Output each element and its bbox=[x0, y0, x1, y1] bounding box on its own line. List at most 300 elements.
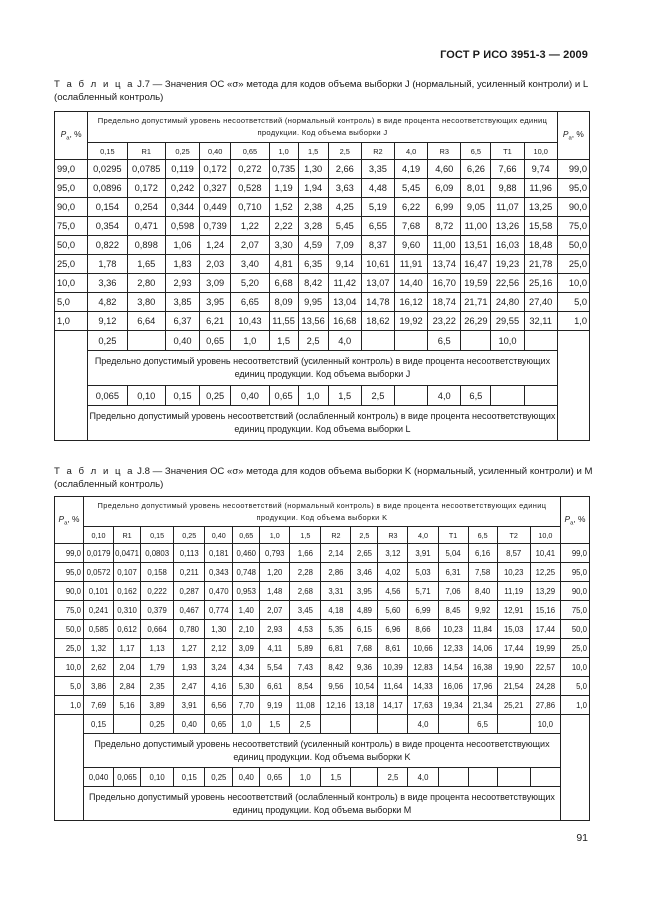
table-cell: 2,93 bbox=[260, 620, 290, 639]
table-cell: 4,34 bbox=[233, 658, 260, 677]
table-cell: 2,12 bbox=[205, 639, 233, 658]
table-cell: 2,22 bbox=[269, 217, 298, 236]
column-code: 0,15 bbox=[88, 143, 127, 160]
table-cell: 21,78 bbox=[524, 255, 557, 274]
pa-value: 75,0 bbox=[55, 601, 84, 620]
table-cell: 0,0803 bbox=[141, 544, 174, 563]
table-cell: 8,42 bbox=[321, 658, 351, 677]
table-cell: 1,78 bbox=[88, 255, 127, 274]
table-cell: 2,80 bbox=[127, 274, 165, 293]
empty-cell bbox=[55, 331, 88, 441]
table-row bbox=[55, 601, 590, 620]
reduced-code: 1,0 bbox=[298, 386, 328, 406]
table-cell: 21,71 bbox=[461, 293, 491, 312]
table-cell: 11,91 bbox=[395, 255, 428, 274]
page-number: 91 bbox=[576, 832, 588, 844]
table-cell: 2,86 bbox=[321, 563, 351, 582]
table-cell: 1,32 bbox=[84, 639, 114, 658]
table-cell: 3,31 bbox=[321, 582, 351, 601]
header-row bbox=[55, 112, 590, 143]
table-cell: 13,74 bbox=[428, 255, 461, 274]
table-cell: 3,86 bbox=[84, 677, 114, 696]
column-code: 0,40 bbox=[200, 143, 231, 160]
pa-value: 95,0 bbox=[557, 179, 589, 198]
table-row bbox=[55, 544, 590, 563]
table-cell: 6,31 bbox=[438, 563, 468, 582]
table-cell: 0,0572 bbox=[84, 563, 114, 582]
table-cell: 13,26 bbox=[491, 217, 524, 236]
tightened-code bbox=[361, 331, 394, 351]
reduced-code bbox=[530, 768, 560, 787]
table-cell: 2,84 bbox=[114, 677, 141, 696]
table-cell: 0,0179 bbox=[84, 544, 114, 563]
table-row bbox=[55, 312, 590, 331]
pa-value: 5,0 bbox=[557, 293, 589, 312]
table-cell: 0,327 bbox=[200, 179, 231, 198]
column-code: 10,0 bbox=[530, 527, 560, 544]
table-cell: 19,90 bbox=[497, 658, 530, 677]
table-cell: 0,242 bbox=[165, 179, 199, 198]
table-cell: 13,25 bbox=[524, 198, 557, 217]
tightened-code: 2,5 bbox=[298, 331, 328, 351]
table-cell: 6,96 bbox=[378, 620, 408, 639]
table-cell: 10,43 bbox=[231, 312, 269, 331]
table-cell: 10,23 bbox=[497, 563, 530, 582]
table-row bbox=[55, 217, 590, 236]
pa-value: 1,0 bbox=[55, 312, 88, 331]
table-cell: 1,19 bbox=[269, 179, 298, 198]
pa-value: 1,0 bbox=[560, 696, 589, 715]
reduced-code: 0,10 bbox=[141, 768, 174, 787]
table-cell: 0,354 bbox=[88, 217, 127, 236]
table-cell: 0,172 bbox=[200, 160, 231, 179]
table-cell: 6,09 bbox=[428, 179, 461, 198]
table-cell: 5,19 bbox=[361, 198, 394, 217]
table-row bbox=[55, 293, 590, 312]
table-row bbox=[55, 620, 590, 639]
table-cell: 15,03 bbox=[497, 620, 530, 639]
table-cell: 26,29 bbox=[461, 312, 491, 331]
table-cell: 11,84 bbox=[468, 620, 497, 639]
tightened-code: 4,0 bbox=[408, 715, 438, 734]
table-cell: 11,00 bbox=[461, 217, 491, 236]
table-cell: 0,780 bbox=[174, 620, 205, 639]
table-cell: 0,241 bbox=[84, 601, 114, 620]
table-cell: 17,44 bbox=[497, 639, 530, 658]
pa-symbol: P bbox=[58, 513, 65, 524]
table-cell: 5,20 bbox=[231, 274, 269, 293]
pa-unit: , % bbox=[573, 513, 586, 524]
reduced-code bbox=[351, 768, 378, 787]
table-cell: 12,83 bbox=[408, 658, 438, 677]
table-cell: 9,74 bbox=[524, 160, 557, 179]
table-cell: 11,08 bbox=[290, 696, 321, 715]
table-j8-caption bbox=[54, 466, 594, 491]
reduced-code: 0,40 bbox=[233, 768, 260, 787]
table-cell: 27,86 bbox=[530, 696, 560, 715]
table-cell: 11,00 bbox=[428, 236, 461, 255]
table-j7-caption bbox=[54, 79, 594, 104]
table-cell: 14,54 bbox=[438, 658, 468, 677]
table-cell: 16,03 bbox=[491, 236, 524, 255]
tightened-code: 10,0 bbox=[530, 715, 560, 734]
table-cell: 1,40 bbox=[233, 601, 260, 620]
table-j8 bbox=[54, 496, 590, 821]
pa-value: 25,0 bbox=[55, 639, 84, 658]
table-cell: 22,56 bbox=[491, 274, 524, 293]
table-cell: 14,78 bbox=[361, 293, 394, 312]
pa-header bbox=[55, 112, 88, 160]
table-cell: 14,33 bbox=[408, 677, 438, 696]
table-cell: 8,37 bbox=[361, 236, 394, 255]
reduced-code: 0,25 bbox=[200, 386, 231, 406]
column-code: 0,10 bbox=[84, 527, 114, 544]
table-cell: 6,16 bbox=[468, 544, 497, 563]
caption-text: — Значения ОС «σ» метода для кодов объема выборки J (нормальный, усиленный контроли) и L (ослабленный контроль) bbox=[54, 79, 588, 103]
pa-value: 25,0 bbox=[560, 639, 589, 658]
table-row bbox=[55, 255, 590, 274]
table-row bbox=[55, 582, 590, 601]
reduced-caption-row bbox=[55, 787, 590, 821]
table-cell: 7,70 bbox=[233, 696, 260, 715]
table-cell: 3,24 bbox=[205, 658, 233, 677]
table-cell: 25,21 bbox=[497, 696, 530, 715]
table-cell: 3,09 bbox=[233, 639, 260, 658]
table-cell: 9,14 bbox=[328, 255, 361, 274]
table-cell: 1,48 bbox=[260, 582, 290, 601]
table-cell: 17,44 bbox=[530, 620, 560, 639]
tightened-code: 2,5 bbox=[290, 715, 321, 734]
pa-subscript: a bbox=[66, 135, 70, 142]
column-code: 2,5 bbox=[351, 527, 378, 544]
table-cell: 25,16 bbox=[524, 274, 557, 293]
pa-value: 1,0 bbox=[55, 696, 84, 715]
table-row bbox=[55, 198, 590, 217]
pa-symbol: P bbox=[60, 129, 67, 140]
column-code: R2 bbox=[321, 527, 351, 544]
table-cell: 6,26 bbox=[461, 160, 491, 179]
reduced-code: 4,0 bbox=[408, 768, 438, 787]
table-cell: 0,528 bbox=[231, 179, 269, 198]
table-row bbox=[55, 160, 590, 179]
column-code: T2 bbox=[497, 527, 530, 544]
table-cell: 0,113 bbox=[174, 544, 205, 563]
table-cell: 5,35 bbox=[321, 620, 351, 639]
table-row bbox=[55, 639, 590, 658]
table-cell: 19,59 bbox=[461, 274, 491, 293]
table-cell: 0,158 bbox=[141, 563, 174, 582]
table-cell: 0,211 bbox=[174, 563, 205, 582]
tightened-caption: Предельно допустимый уровень несоответствий (усиленный контроль) в виде процента несоответствующих единиц продукции. Код объема выборки K bbox=[84, 734, 561, 768]
table-cell: 0,0896 bbox=[88, 179, 127, 198]
table-cell: 11,42 bbox=[328, 274, 361, 293]
table-cell: 1,52 bbox=[269, 198, 298, 217]
table-cell: 3,12 bbox=[378, 544, 408, 563]
table-cell: 1,30 bbox=[205, 620, 233, 639]
column-code: 6,5 bbox=[468, 527, 497, 544]
table-cell: 6,64 bbox=[127, 312, 165, 331]
table-cell: 8,45 bbox=[438, 601, 468, 620]
column-code: R1 bbox=[127, 143, 165, 160]
table-cell: 0,471 bbox=[127, 217, 165, 236]
table-cell: 6,37 bbox=[165, 312, 199, 331]
table-cell: 3,91 bbox=[408, 544, 438, 563]
table-row bbox=[55, 179, 590, 198]
tightened-code: 0,25 bbox=[88, 331, 127, 351]
reduced-caption: Предельно допустимый уровень несоответствий (ослабленный контроль) в виде процента несоответствующих единиц продукции. Код объема выборки M bbox=[84, 787, 561, 821]
table-cell: 13,07 bbox=[361, 274, 394, 293]
table-cell: 4,19 bbox=[395, 160, 428, 179]
table-cell: 0,0471 bbox=[114, 544, 141, 563]
table-cell: 16,38 bbox=[468, 658, 497, 677]
tightened-codes-row bbox=[55, 715, 590, 734]
table-cell: 0,343 bbox=[205, 563, 233, 582]
table-cell: 10,54 bbox=[351, 677, 378, 696]
table-cell: 8,72 bbox=[428, 217, 461, 236]
table-cell: 8,61 bbox=[378, 639, 408, 658]
table-cell: 7,06 bbox=[438, 582, 468, 601]
table-cell: 1,83 bbox=[165, 255, 199, 274]
reduced-code: 0,25 bbox=[205, 768, 233, 787]
table-cell: 5,03 bbox=[408, 563, 438, 582]
table-cell: 4,89 bbox=[351, 601, 378, 620]
table-cell: 7,66 bbox=[491, 160, 524, 179]
tightened-code: 0,65 bbox=[205, 715, 233, 734]
tightened-code bbox=[438, 715, 468, 734]
pa-value: 95,0 bbox=[560, 563, 589, 582]
table-cell: 4,82 bbox=[88, 293, 127, 312]
table-row bbox=[55, 563, 590, 582]
pa-value: 75,0 bbox=[557, 217, 589, 236]
table-cell: 0,310 bbox=[114, 601, 141, 620]
table-cell: 5,54 bbox=[260, 658, 290, 677]
table-cell: 8,40 bbox=[468, 582, 497, 601]
table-cell: 10,23 bbox=[438, 620, 468, 639]
column-code: 1,5 bbox=[290, 527, 321, 544]
table-row bbox=[55, 677, 590, 696]
table-cell: 1,30 bbox=[298, 160, 328, 179]
table-cell: 6,65 bbox=[231, 293, 269, 312]
table-cell: 6,61 bbox=[260, 677, 290, 696]
column-code: 1,0 bbox=[269, 143, 298, 160]
pa-value: 99,0 bbox=[560, 544, 589, 563]
table-cell: 12,91 bbox=[497, 601, 530, 620]
table-cell: 0,344 bbox=[165, 198, 199, 217]
pa-header bbox=[55, 497, 84, 544]
table-cell: 0,272 bbox=[231, 160, 269, 179]
reduced-code bbox=[497, 768, 530, 787]
tightened-code bbox=[351, 715, 378, 734]
table-cell: 6,15 bbox=[351, 620, 378, 639]
table-row bbox=[55, 696, 590, 715]
table-cell: 4,56 bbox=[378, 582, 408, 601]
table-cell: 0,254 bbox=[127, 198, 165, 217]
table-cell: 13,51 bbox=[461, 236, 491, 255]
table-cell: 18,62 bbox=[361, 312, 394, 331]
table-cell: 0,107 bbox=[114, 563, 141, 582]
pa-header bbox=[560, 497, 589, 544]
table-cell: 6,56 bbox=[205, 696, 233, 715]
pa-value: 10,0 bbox=[560, 658, 589, 677]
table-cell: 0,101 bbox=[84, 582, 114, 601]
table-cell: 32,11 bbox=[524, 312, 557, 331]
table-cell: 2,03 bbox=[200, 255, 231, 274]
table-cell: 7,68 bbox=[351, 639, 378, 658]
reduced-code: 0,065 bbox=[114, 768, 141, 787]
reduced-code: 1,5 bbox=[321, 768, 351, 787]
column-code: 0,15 bbox=[141, 527, 174, 544]
table-cell: 14,17 bbox=[378, 696, 408, 715]
table-cell: 5,89 bbox=[290, 639, 321, 658]
table-cell: 0,460 bbox=[233, 544, 260, 563]
reduced-code bbox=[524, 386, 557, 406]
table-cell: 7,09 bbox=[328, 236, 361, 255]
table-cell: 9,88 bbox=[491, 179, 524, 198]
table-cell: 1,94 bbox=[298, 179, 328, 198]
pa-value: 1,0 bbox=[557, 312, 589, 331]
table-cell: 0,470 bbox=[205, 582, 233, 601]
table-cell: 19,92 bbox=[395, 312, 428, 331]
pa-symbol: P bbox=[564, 513, 571, 524]
tightened-codes-row bbox=[55, 331, 590, 351]
table-cell: 0,467 bbox=[174, 601, 205, 620]
table-label: Т а б л и ц а bbox=[54, 79, 135, 90]
table-cell: 7,43 bbox=[290, 658, 321, 677]
column-codes-row bbox=[55, 143, 590, 160]
pa-symbol: P bbox=[562, 129, 569, 140]
tightened-code bbox=[497, 715, 530, 734]
table-cell: 0,0295 bbox=[88, 160, 127, 179]
table-cell: 19,99 bbox=[530, 639, 560, 658]
table-cell: 0,774 bbox=[205, 601, 233, 620]
table-cell: 14,40 bbox=[395, 274, 428, 293]
table-cell: 6,99 bbox=[408, 601, 438, 620]
column-code: 0,40 bbox=[205, 527, 233, 544]
tightened-caption-row bbox=[55, 351, 590, 386]
pa-value: 90,0 bbox=[55, 582, 84, 601]
table-cell: 0,181 bbox=[205, 544, 233, 563]
column-code: 0,65 bbox=[231, 143, 269, 160]
table-cell: 6,21 bbox=[200, 312, 231, 331]
table-cell: 1,65 bbox=[127, 255, 165, 274]
reduced-code bbox=[491, 386, 524, 406]
tightened-caption-row bbox=[55, 734, 590, 768]
column-code: 10,0 bbox=[524, 143, 557, 160]
table-cell: 0,739 bbox=[200, 217, 231, 236]
pa-subscript: a bbox=[64, 520, 68, 527]
pa-unit: , % bbox=[67, 513, 80, 524]
pa-value: 90,0 bbox=[557, 198, 589, 217]
pa-value: 99,0 bbox=[55, 544, 84, 563]
table-row bbox=[55, 236, 590, 255]
column-code: R2 bbox=[361, 143, 394, 160]
table-cell: 11,96 bbox=[524, 179, 557, 198]
table-cell: 0,222 bbox=[141, 582, 174, 601]
tightened-code: 1,5 bbox=[269, 331, 298, 351]
tightened-code bbox=[321, 715, 351, 734]
tightened-code: 4,0 bbox=[328, 331, 361, 351]
reduced-code: 0,40 bbox=[231, 386, 269, 406]
table-cell: 7,69 bbox=[84, 696, 114, 715]
table-cell: 3,63 bbox=[328, 179, 361, 198]
tightened-code: 0,40 bbox=[174, 715, 205, 734]
table-cell: 16,47 bbox=[461, 255, 491, 274]
table-number: J.7 bbox=[137, 79, 150, 90]
table-cell: 2,66 bbox=[328, 160, 361, 179]
table-cell: 2,47 bbox=[174, 677, 205, 696]
table-cell: 1,79 bbox=[141, 658, 174, 677]
tightened-code bbox=[524, 331, 557, 351]
table-cell: 8,42 bbox=[298, 274, 328, 293]
tightened-code: 0,25 bbox=[141, 715, 174, 734]
pa-value: 25,0 bbox=[557, 255, 589, 274]
table-cell: 10,61 bbox=[361, 255, 394, 274]
table-cell: 24,80 bbox=[491, 293, 524, 312]
table-cell: 0,585 bbox=[84, 620, 114, 639]
table-cell: 1,27 bbox=[174, 639, 205, 658]
table-cell: 3,09 bbox=[200, 274, 231, 293]
table-cell: 3,36 bbox=[88, 274, 127, 293]
table-cell: 6,68 bbox=[269, 274, 298, 293]
table-cell: 17,96 bbox=[468, 677, 497, 696]
pa-value: 50,0 bbox=[55, 236, 88, 255]
table-cell: 3,45 bbox=[290, 601, 321, 620]
column-code: 4,0 bbox=[408, 527, 438, 544]
pa-value: 10,0 bbox=[55, 658, 84, 677]
table-cell: 0,154 bbox=[88, 198, 127, 217]
reduced-code: 0,10 bbox=[127, 386, 165, 406]
table-cell: 16,70 bbox=[428, 274, 461, 293]
pa-header bbox=[557, 112, 589, 160]
table-cell: 29,55 bbox=[491, 312, 524, 331]
table-cell: 4,81 bbox=[269, 255, 298, 274]
table-cell: 3,95 bbox=[351, 582, 378, 601]
tightened-code bbox=[395, 331, 428, 351]
column-code: T1 bbox=[491, 143, 524, 160]
column-code: 1,0 bbox=[260, 527, 290, 544]
table-cell: 1,20 bbox=[260, 563, 290, 582]
pa-value: 25,0 bbox=[55, 255, 88, 274]
table-cell: 1,22 bbox=[231, 217, 269, 236]
table-cell: 0,598 bbox=[165, 217, 199, 236]
reduced-code: 4,0 bbox=[428, 386, 461, 406]
table-cell: 5,71 bbox=[408, 582, 438, 601]
pa-value: 10,0 bbox=[55, 274, 88, 293]
pa-subscript: a bbox=[570, 520, 574, 527]
pa-value: 50,0 bbox=[560, 620, 589, 639]
pa-value: 90,0 bbox=[560, 582, 589, 601]
table-cell: 3,46 bbox=[351, 563, 378, 582]
table-cell: 10,66 bbox=[408, 639, 438, 658]
table-cell: 4,11 bbox=[260, 639, 290, 658]
table-cell: 3,40 bbox=[231, 255, 269, 274]
column-code: 6,5 bbox=[461, 143, 491, 160]
table-cell: 19,34 bbox=[438, 696, 468, 715]
table-cell: 13,56 bbox=[298, 312, 328, 331]
table-cell: 16,68 bbox=[328, 312, 361, 331]
table-cell: 6,81 bbox=[321, 639, 351, 658]
table-cell: 8,57 bbox=[497, 544, 530, 563]
table-cell: 9,60 bbox=[395, 236, 428, 255]
table-cell: 5,04 bbox=[438, 544, 468, 563]
table-cell: 2,35 bbox=[141, 677, 174, 696]
reduced-code: 0,040 bbox=[84, 768, 114, 787]
table-cell: 10,41 bbox=[530, 544, 560, 563]
table-cell: 24,28 bbox=[530, 677, 560, 696]
tightened-code: 1,0 bbox=[231, 331, 269, 351]
pa-unit: , % bbox=[571, 129, 584, 140]
table-cell: 0,162 bbox=[114, 582, 141, 601]
